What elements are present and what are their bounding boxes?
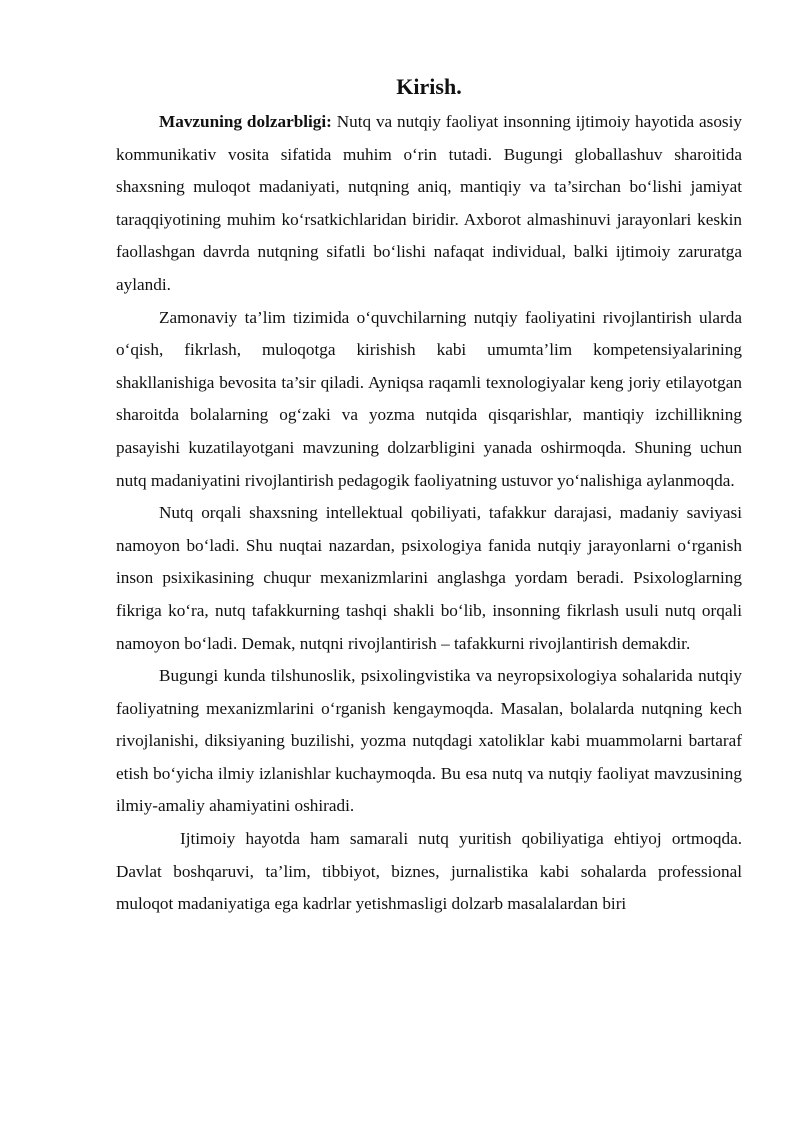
document-page xyxy=(116,72,742,921)
paragraph-relevance xyxy=(116,106,742,302)
paragraph-speech-intellect: Nutq orqali shaxsning intellektual qobiliyati, tafakkur darajasi, madaniy saviyasi namoyon bo‘ladi. Shu nuqtai nazardan, psixologiya fanida nutqiy jarayonlarni o‘rganish inson psixikasining chuqur mexanizmlarini anglashga yordam beradi. Psixologlarning fikriga ko‘ra, nutq tafakkurning tashqi shakli bo‘lib, insonning fikrlash usuli nutq orqali namoyon bo‘ladi. Demak, nutqni rivojlantirish – tafakkurni rivojlantirish demakdir. xyxy=(116,503,742,653)
paragraph-modern-education: Zamonaviy ta’lim tizimida o‘quvchilarning nutqiy faoliyatini rivojlantirish ularda o‘qish, fikrlash, muloqotga kirishish kabi umumta’lim kompetensiyalarining shakllanishiga bevosita ta’sir qiladi. Ayniqsa raqamli texnologiyalar keng joriy etilayotgan sharoitda bolalarning og‘zaki va yozma nutqida qisqarishlar, mantiqiy izchillikning pasayishi kuzatilayotgani mavzuning dolzarbligini yanada oshirmoqda. Shuning uchun nutq madaniyatini rivojlantirish pedagogik faoliyatning ustuvor yo‘nalishiga aylanmoqda. xyxy=(116,307,742,490)
document-title: Kirish. xyxy=(396,74,462,99)
paragraph-relevance-text: Nutq va nutqiy faoliyat insonning ijtimoiy hayotida asosiy kommunikativ vosita sifatida muhim o‘rin tutadi. Bugungi globallashuv sharoitida shaxsning muloqot madaniyati, nutqning aniq, mantiqiy va ta’sirchan bo‘lishi jamiyat taraqqiyotining muhim ko‘rsatkichlaridan biridir. Axborot almashinuvi jarayonlari keskin faollashgan davrda nutqning sifatli bo‘lishi nafaqat individual, balki ijtimoiy zaruratga aylandi. xyxy=(116,112,742,294)
relevance-lead-label: Mavzuning dolzarbligi: xyxy=(159,112,332,131)
paragraph-research-fields: Bugungi kunda tilshunoslik, psixolingvistika va neyropsixologiya sohalarida nutqiy faoliyatning mexanizmlarini o‘rganish kengaymoqda. Masalan, bolalarda nutqning kech rivojlanishi, diksiyaning buzilishi, yozma nutqdagi xatoliklar kabi muammolarni bartaraf etish bo‘yicha ilmiy izlanishlar kuchaymoqda. Bu esa nutq va nutqiy faoliyat mavzusining ilmiy-amaliy ahamiyatini oshiradi. xyxy=(116,666,742,816)
paragraph-social-life: Ijtimoiy hayotda ham samarali nutq yuritish qobiliyatiga ehtiyoj ortmoqda. Davlat boshqaruvi, ta’lim, tibbiyot, biznes, jurnalistika kabi sohalarda professional muloqot madaniyatiga ega kadrlar yetishmasligi dolzarb masalalardan biri xyxy=(116,829,742,914)
